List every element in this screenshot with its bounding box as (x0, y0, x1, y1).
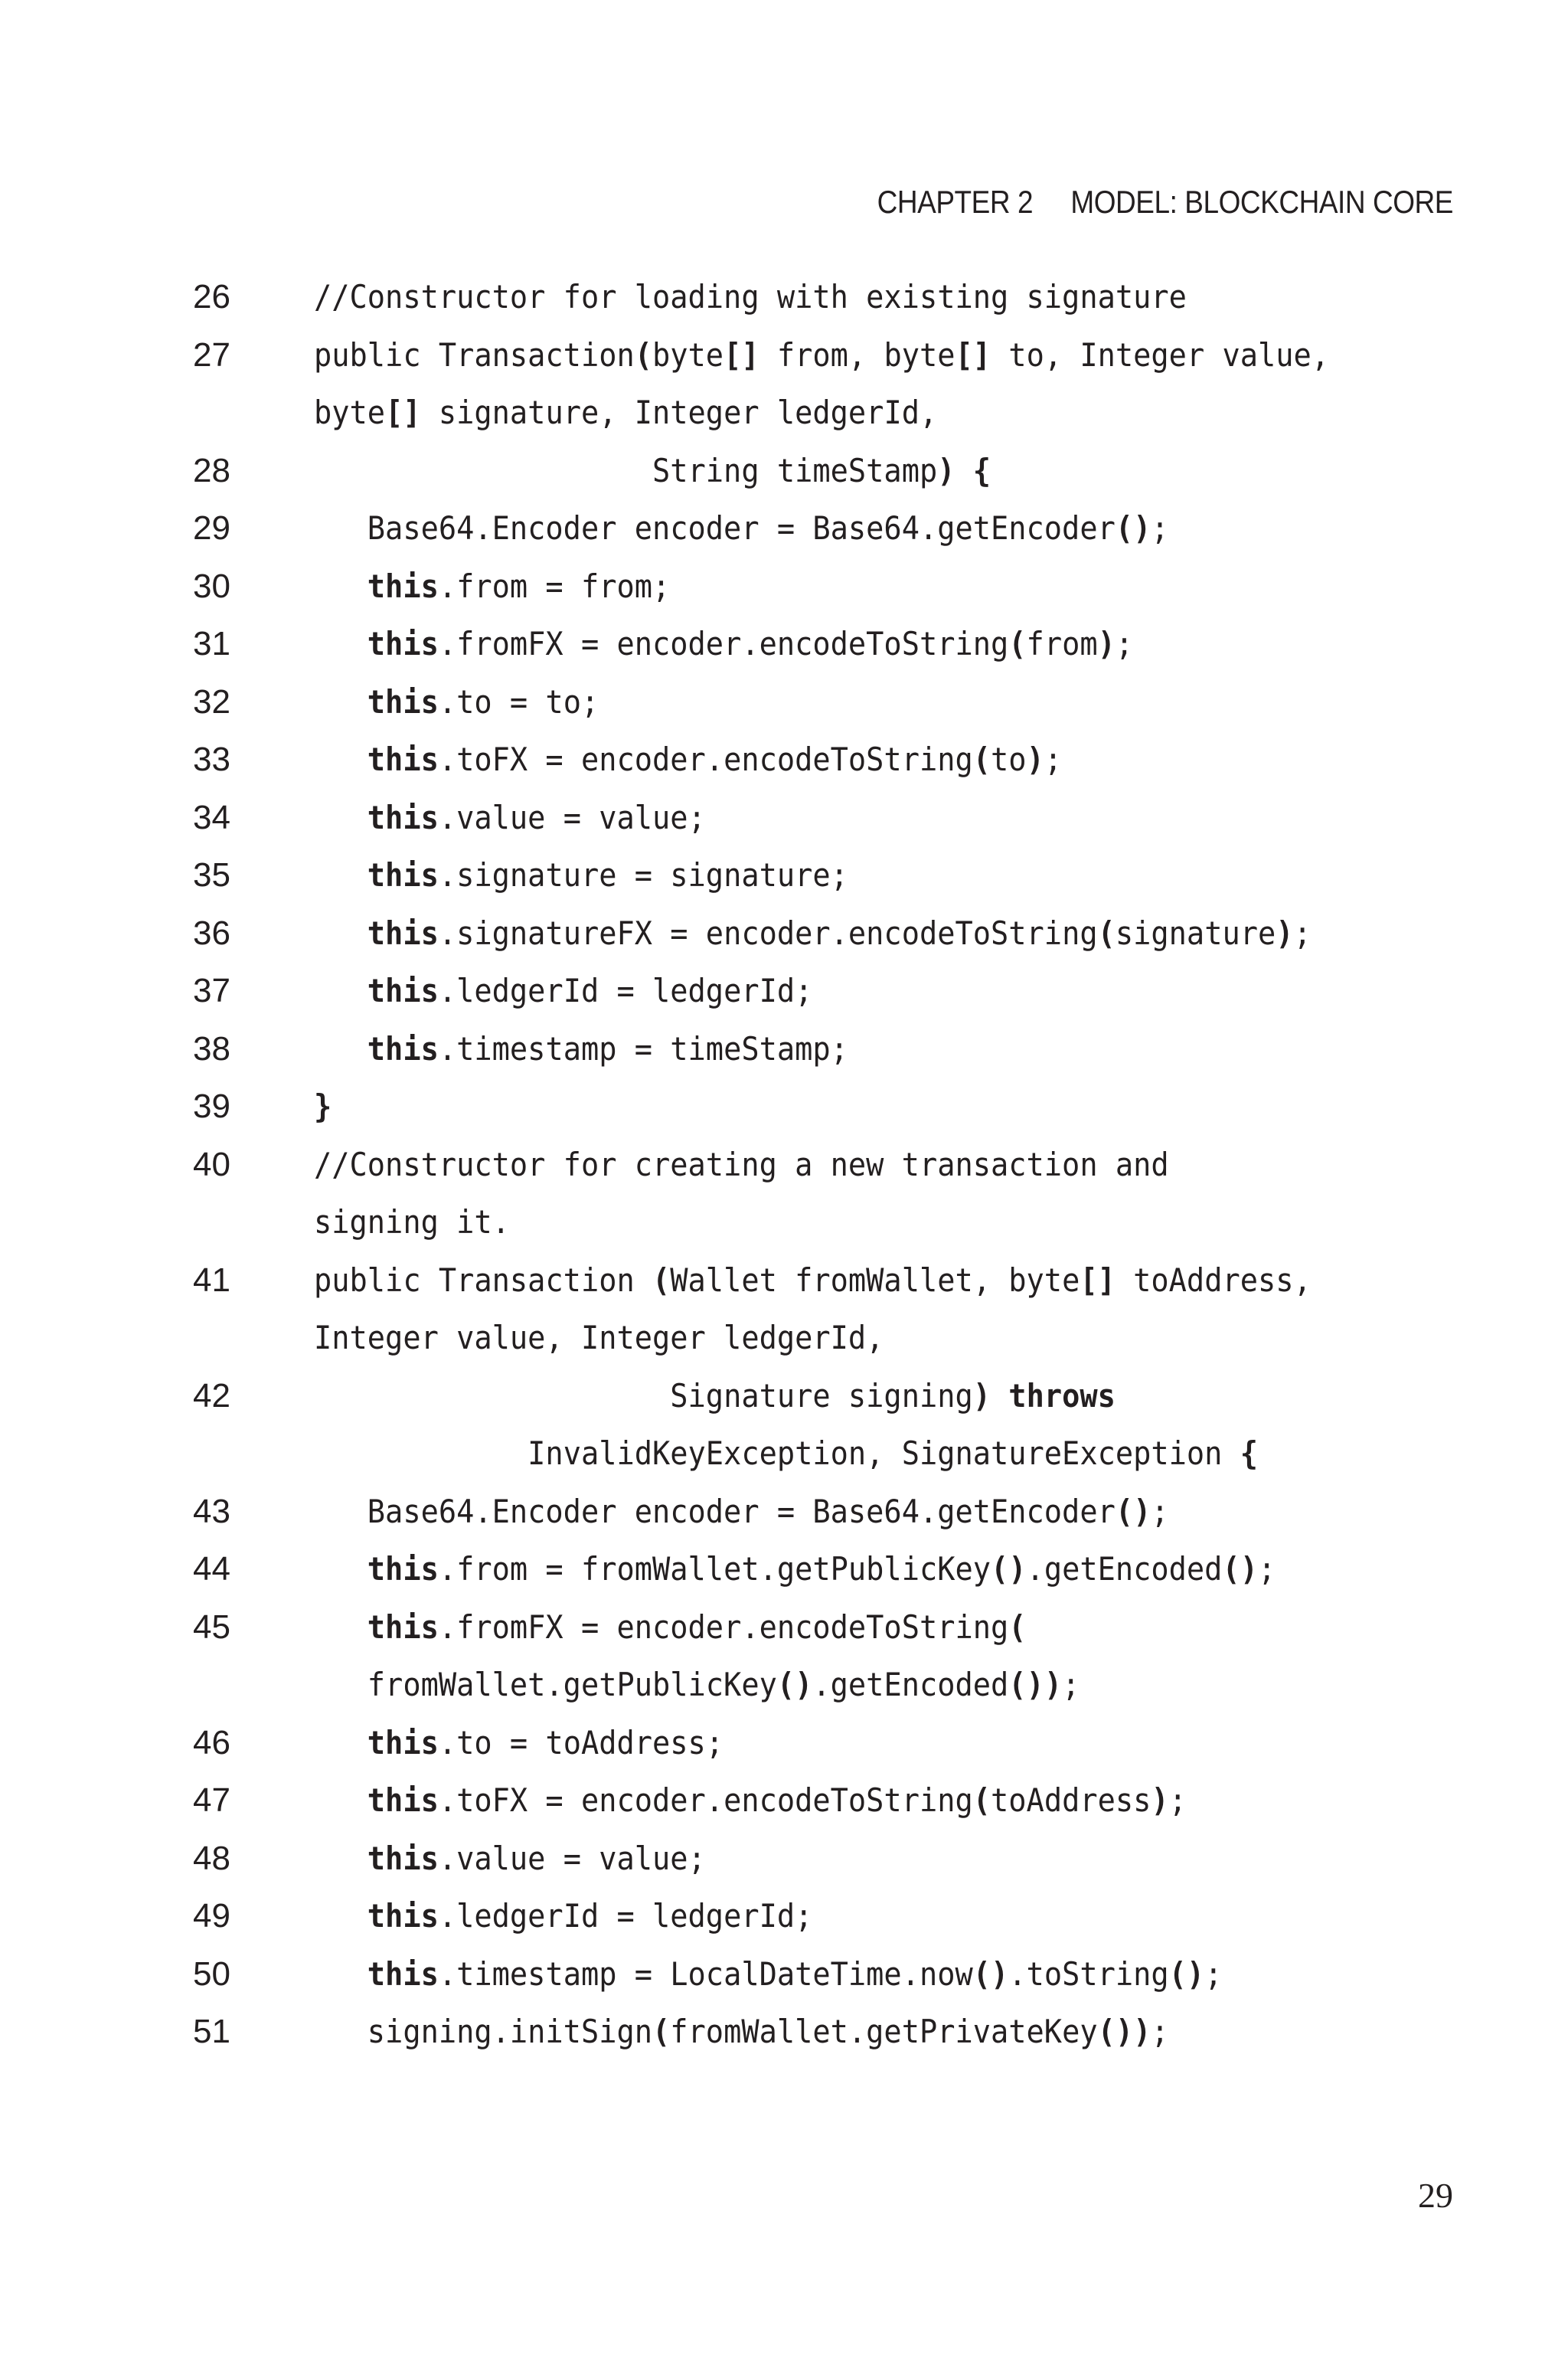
code-line (0, 1367, 1568, 1425)
code-text (314, 615, 1133, 673)
code-line (0, 1136, 1568, 1194)
keyword-token: this (367, 914, 439, 952)
code-text (314, 1136, 1169, 1194)
keyword-token: this (367, 625, 439, 662)
code-text (314, 326, 1329, 384)
code-text (314, 1714, 724, 1772)
keyword-token: this (367, 972, 439, 1009)
bracket-token: { (972, 451, 991, 489)
keyword-token: this (367, 1781, 439, 1819)
bracket-token: ( (652, 1261, 671, 1299)
code-line (0, 1887, 1568, 1945)
line-number: 35 (193, 856, 230, 894)
code-line (0, 1598, 1568, 1657)
code-token: fromWallet.getPrivateKey (670, 2013, 1098, 2050)
keyword-token: this (367, 741, 439, 778)
code-text (314, 789, 706, 847)
code-token: fromWallet.getPublicKey (367, 1666, 777, 1703)
code-token: signing.initSign (367, 2013, 653, 2050)
code-token: ; (1168, 1781, 1187, 1819)
bracket-token: ( (634, 335, 653, 374)
code-text (314, 846, 848, 904)
keyword-token: this (367, 1029, 439, 1068)
code-text (314, 673, 599, 731)
code-token: .to = to; (438, 682, 599, 721)
code-token: .value = value; (438, 1839, 706, 1877)
code-line (0, 615, 1568, 673)
code-token: signature, Integer ledgerId, (420, 394, 938, 431)
bracket-token: () (1115, 509, 1152, 547)
code-token: .getEncoded (812, 1666, 1009, 1703)
bracket-token: [] (955, 335, 991, 374)
line-number: 48 (193, 1839, 230, 1877)
code-token: String timeStamp (652, 451, 938, 489)
line-number: 38 (193, 1029, 230, 1068)
bracket-token: [] (724, 335, 760, 374)
line-number: 50 (193, 1954, 230, 1993)
code-token: .value = value; (438, 798, 706, 836)
code-line (0, 1483, 1568, 1541)
code-token: .getEncoded (1026, 1550, 1223, 1588)
code-token: .signatureFX = encoder.encodeToString (438, 914, 1098, 952)
code-text (314, 384, 937, 442)
code-token: public Transaction (314, 335, 635, 374)
code-line (0, 1945, 1568, 2003)
code-line (0, 789, 1568, 847)
line-number: 34 (193, 798, 230, 836)
bracket-token: ) (937, 451, 956, 489)
code-line (0, 962, 1568, 1020)
code-line (0, 1020, 1568, 1078)
code-text (314, 1425, 1258, 1483)
code-text (314, 1078, 332, 1136)
code-text (314, 1251, 1312, 1310)
bracket-token: () (1222, 1550, 1258, 1588)
code-text (314, 1483, 1169, 1541)
keyword-token: this (367, 1608, 439, 1646)
line-number: 37 (193, 972, 230, 1009)
line-number: 45 (193, 1608, 230, 1646)
code-token: .fromFX = encoder.encodeToString (438, 625, 1009, 662)
code-text (314, 1367, 1116, 1425)
code-line (0, 1771, 1568, 1830)
code-text (314, 1598, 1027, 1657)
bracket-token: () (776, 1666, 813, 1703)
code-token: ; (1293, 914, 1312, 952)
bracket-token: () (972, 1954, 1009, 1993)
code-token: Integer value, Integer ledgerId, (314, 1319, 884, 1356)
code-text (314, 558, 670, 616)
line-number: 47 (193, 1781, 230, 1819)
bracket-token: ) (1026, 741, 1044, 778)
code-text (314, 1830, 706, 1888)
code-line (0, 1540, 1568, 1598)
code-token: .signature = signature; (438, 856, 848, 894)
line-number: 32 (193, 682, 230, 721)
code-token: //Constructor for creating a new transaction and (314, 1145, 1169, 1183)
code-token: .toFX = encoder.encodeToString (438, 741, 973, 778)
code-token (991, 1377, 1008, 1415)
code-token: ; (1204, 1954, 1223, 1993)
code-token: Base64.Encoder encoder = Base64.getEncoder (367, 1492, 1116, 1530)
code-line (0, 326, 1568, 384)
code-token: signing it. (314, 1203, 510, 1241)
code-token: .fromFX = encoder.encodeToString (438, 1608, 1009, 1646)
code-token: ; (1151, 1492, 1169, 1530)
code-token: .from = fromWallet.getPublicKey (438, 1550, 991, 1588)
code-text (314, 1020, 848, 1078)
code-token: ; (1257, 1550, 1276, 1588)
code-token: .toString (1008, 1954, 1169, 1993)
code-text (314, 1309, 884, 1367)
keyword-token: this (367, 1723, 439, 1761)
code-line (0, 1193, 1568, 1251)
code-token: ; (1115, 625, 1134, 662)
bracket-token: ( (1008, 1608, 1027, 1646)
code-token: public Transaction (314, 1261, 653, 1299)
code-line (0, 268, 1568, 326)
line-number: 26 (193, 278, 230, 316)
line-number: 33 (193, 741, 230, 778)
code-token: ; (1151, 2013, 1169, 2050)
code-line (0, 846, 1568, 904)
code-text (314, 2003, 1169, 2061)
code-token: .ledgerId = ledgerId; (438, 972, 813, 1009)
line-number: 44 (193, 1550, 230, 1588)
code-text (314, 1887, 812, 1945)
code-token: byte (314, 394, 386, 431)
bracket-token: ()) (1097, 2013, 1152, 2050)
code-text (314, 904, 1312, 963)
code-token: Signature signing (670, 1376, 973, 1415)
bracket-token: [] (1080, 1261, 1116, 1299)
chapter-label: CHAPTER 2 (877, 184, 1034, 220)
code-line (0, 558, 1568, 616)
code-line (0, 904, 1568, 963)
code-token: signature (1115, 914, 1276, 952)
line-number: 41 (193, 1261, 230, 1299)
code-token: InvalidKeyException, SignatureException (528, 1434, 1240, 1472)
code-line (0, 442, 1568, 500)
code-line (0, 1078, 1568, 1136)
running-head (877, 184, 1453, 221)
code-token: from (1026, 625, 1098, 662)
code-token: Wallet fromWallet, byte (670, 1261, 1080, 1299)
code-text (314, 442, 991, 500)
code-line (0, 499, 1568, 558)
code-token: ; (1151, 509, 1169, 547)
bracket-token: ( (972, 741, 991, 778)
line-number: 29 (193, 509, 230, 547)
code-text (314, 499, 1169, 558)
bracket-token: ) (1097, 625, 1116, 662)
line-number: 46 (193, 1723, 230, 1761)
code-line (0, 384, 1568, 442)
bracket-token: () (1115, 1492, 1152, 1530)
chapter-title: MODEL: BLOCKCHAIN CORE (1070, 184, 1453, 220)
line-number: 28 (193, 451, 230, 489)
bracket-token: ( (652, 2013, 671, 2050)
code-token: to, Integer value, (991, 335, 1330, 374)
code-token: byte (652, 335, 724, 374)
code-line (0, 1714, 1568, 1772)
bracket-token: ( (1097, 914, 1116, 952)
code-line (0, 1425, 1568, 1483)
code-text (314, 1945, 1222, 2003)
code-line (0, 1251, 1568, 1310)
line-number: 51 (193, 2013, 230, 2050)
code-token: ; (1062, 1666, 1080, 1703)
keyword-token: this (367, 798, 439, 836)
code-token (955, 452, 972, 489)
code-line (0, 1656, 1568, 1714)
code-token: to (991, 741, 1027, 778)
page-number: 29 (1418, 2176, 1453, 2215)
line-number: 30 (193, 567, 230, 605)
keyword-token: this (367, 1550, 439, 1588)
line-number: 36 (193, 914, 230, 952)
bracket-token: ( (1008, 625, 1027, 662)
line-number: 43 (193, 1492, 230, 1530)
keyword-token: this (367, 682, 439, 721)
keyword-token: throws (1008, 1376, 1116, 1415)
bracket-token: ) (972, 1376, 991, 1415)
line-number: 27 (193, 335, 230, 374)
code-token: .to = toAddress; (438, 1723, 724, 1761)
bracket-token: () (1168, 1954, 1205, 1993)
code-token: .timestamp = timeStamp; (438, 1029, 848, 1068)
bracket-token: ) (1151, 1781, 1169, 1819)
code-line (0, 673, 1568, 731)
code-token: toAddress (991, 1781, 1152, 1819)
code-token: .from = from; (438, 567, 671, 605)
line-number: 39 (193, 1088, 230, 1125)
bracket-token: ) (1276, 914, 1294, 952)
bracket-token: ( (972, 1781, 991, 1819)
code-token: toAddress, (1115, 1261, 1312, 1299)
keyword-token: this (367, 567, 439, 605)
code-text (314, 962, 812, 1020)
code-line (0, 1309, 1568, 1367)
code-text (314, 731, 1062, 789)
line-number: 42 (193, 1376, 230, 1415)
bracket-token: } (314, 1088, 332, 1125)
code-text (314, 1540, 1276, 1598)
code-token: //Constructor for loading with existing signature (314, 278, 1187, 316)
code-line (0, 731, 1568, 789)
keyword-token: this (367, 1839, 439, 1877)
keyword-token: this (367, 1954, 439, 1993)
code-line (0, 2003, 1568, 2061)
code-text (314, 1656, 1080, 1714)
code-token: .toFX = encoder.encodeToString (438, 1781, 973, 1819)
keyword-token: this (367, 856, 439, 894)
bracket-token: ()) (1008, 1666, 1063, 1703)
line-number: 31 (193, 625, 230, 662)
code-text (314, 1193, 510, 1251)
bracket-token: () (991, 1550, 1027, 1588)
code-token: ; (1044, 741, 1063, 778)
keyword-token: this (367, 1897, 439, 1935)
code-token: .ledgerId = ledgerId; (438, 1897, 813, 1935)
code-token: .timestamp = LocalDateTime.now (438, 1954, 973, 1993)
code-token: from, byte (759, 335, 956, 374)
bracket-token: { (1240, 1434, 1258, 1472)
code-line (0, 1830, 1568, 1888)
code-text (314, 268, 1187, 326)
code-token: Base64.Encoder encoder = Base64.getEncoder (367, 509, 1116, 547)
line-number: 40 (193, 1145, 230, 1183)
code-text (314, 1771, 1187, 1830)
line-number: 49 (193, 1897, 230, 1935)
bracket-token: [] (385, 394, 421, 431)
code-listing (0, 268, 1568, 2061)
